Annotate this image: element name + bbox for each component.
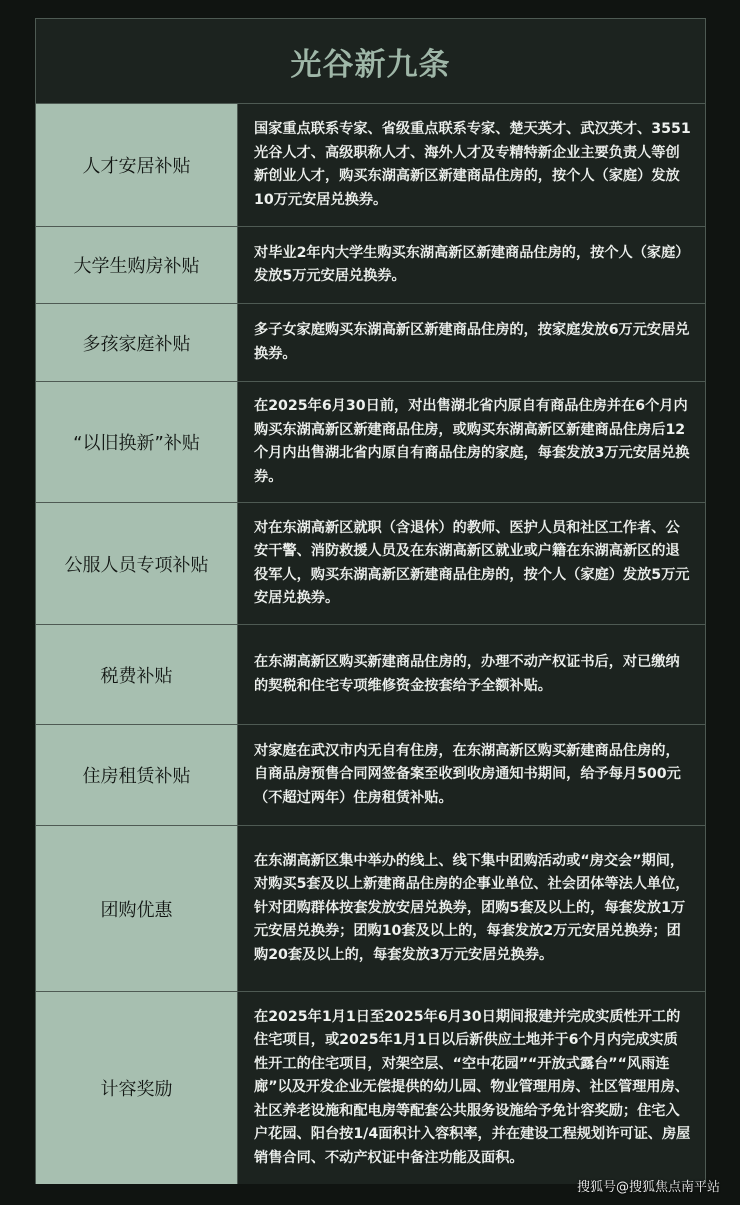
row-label: 税费补贴 <box>100 665 173 687</box>
row-desc: 在2025年1月1日至2025年6月30日期间报建并完成实质性开工的住宅项目，或2025年1月1日以后新供应土地并于6个月内完成实质性开工的住宅项目，对架空层、“空中花园”“开放式露台”“风雨连廊”以及开发企业无偿提供的幼儿园、物业管理用房、社区管理用房、社区养老设施和配电房等配套公共服务设施给予免计容奖励；住宅入户花园、阳台按1/4面积计入容积率，并在建设工程规划许可证、房屋销售合同、不动产权证中备注功能及面积。 <box>254 1008 691 1166</box>
row-label: 公服人员专项补贴 <box>64 554 209 576</box>
row-label-cell <box>36 227 238 303</box>
row-desc-cell <box>238 992 705 1184</box>
row-label-cell <box>36 104 238 226</box>
row-label: 多孩家庭补贴 <box>82 333 191 355</box>
table-row <box>36 227 705 304</box>
row-label-cell <box>36 725 238 825</box>
row-desc-cell <box>238 382 705 502</box>
table-row <box>36 382 705 503</box>
table-row <box>36 104 705 227</box>
table-row <box>36 725 705 826</box>
row-desc: 多子女家庭购买东湖高新区新建商品住房的，按家庭发放6万元安居兑换券。 <box>254 322 690 362</box>
row-label: 人才安居补贴 <box>82 156 191 177</box>
row-desc: 在东湖高新区购买新建商品住房的，办理不动产权证书后，对已缴纳的契税和住宅专项维修资金按套给予全额补贴。 <box>254 654 680 694</box>
row-desc: 对在东湖高新区就职（含退休）的教师、医护人员和社区工作者、公安干警、消防救援人员及在东湖高新区就业或户籍在东湖高新区的退役军人，购买东湖高新区新建商品住房的，按个人（家庭）发放5万元安居兑换券。 <box>254 519 690 606</box>
table-row <box>36 304 705 382</box>
row-desc: 在2025年6月30日前，对出售湖北省内原自有商品住房并在6个月内购买东湖高新区新建商品住房，或购买东湖高新区新建商品住房后12个月内出售湖北省内原自有商品住房的家庭，每套发放3万元安居兑换券。 <box>254 398 690 485</box>
row-desc: 在东湖高新区集中举办的线上、线下集中团购活动或“房交会”期间，对购买5套及以上新建商品住房的企事业单位、社会团体等法人单位，针对团购群体按套发放安居兑换券，团购5套及以上的，每套发放1万元安居兑换券；团购10套及以上的，每套发放2万元安居兑换券；团购20套及以上的，每套发放3万元安居兑换券。 <box>254 852 690 963</box>
row-label-cell <box>36 992 238 1184</box>
row-label-cell <box>36 826 238 991</box>
row-desc-cell <box>238 625 705 724</box>
row-label-cell <box>36 382 238 502</box>
row-desc: 对家庭在武汉市内无自有住房，在东湖高新区购买新建商品住房的，自商品房预售合同网签备案至收到收房通知书期间，给予每月500元（不超过两年）住房租赁补贴。 <box>254 742 681 806</box>
row-desc: 国家重点联系专家、省级重点联系专家、楚天英才、武汉英才、3551光谷人才、高级职称人才、海外人才及专精特新企业主要负责人等创新创业人才，购买东湖高新区新建商品住房的，按个人（家庭）发放10万元安居兑换券。 <box>254 121 691 208</box>
watermark: 搜狐号@搜狐焦点南平站 <box>576 1180 720 1195</box>
row-desc-cell <box>238 826 705 991</box>
row-desc-cell <box>238 725 705 825</box>
row-desc-cell <box>238 304 705 381</box>
row-label: 住房租赁补贴 <box>82 766 191 787</box>
row-label: 计容奖励 <box>100 1079 173 1100</box>
row-label: 团购优惠 <box>100 899 173 921</box>
table-row <box>36 826 705 992</box>
row-label-cell <box>36 503 238 624</box>
row-label-cell <box>36 304 238 381</box>
page-title: 光谷新九条 <box>290 46 451 83</box>
policy-table <box>35 18 706 1184</box>
table-row <box>36 503 705 625</box>
row-desc: 对毕业2年内大学生购买东湖高新区新建商品住房的，按个人（家庭）发放5万元安居兑换券。 <box>254 244 690 284</box>
row-label: “以旧换新”补贴 <box>73 433 200 454</box>
row-label-cell <box>36 625 238 724</box>
title-bar <box>36 19 705 104</box>
table-row <box>36 992 705 1184</box>
row-desc-cell <box>238 503 705 624</box>
row-desc-cell <box>238 104 705 226</box>
row-label: 大学生购房补贴 <box>73 256 200 277</box>
table-row <box>36 625 705 725</box>
policy-rows <box>36 104 705 1184</box>
row-desc-cell <box>238 227 705 303</box>
